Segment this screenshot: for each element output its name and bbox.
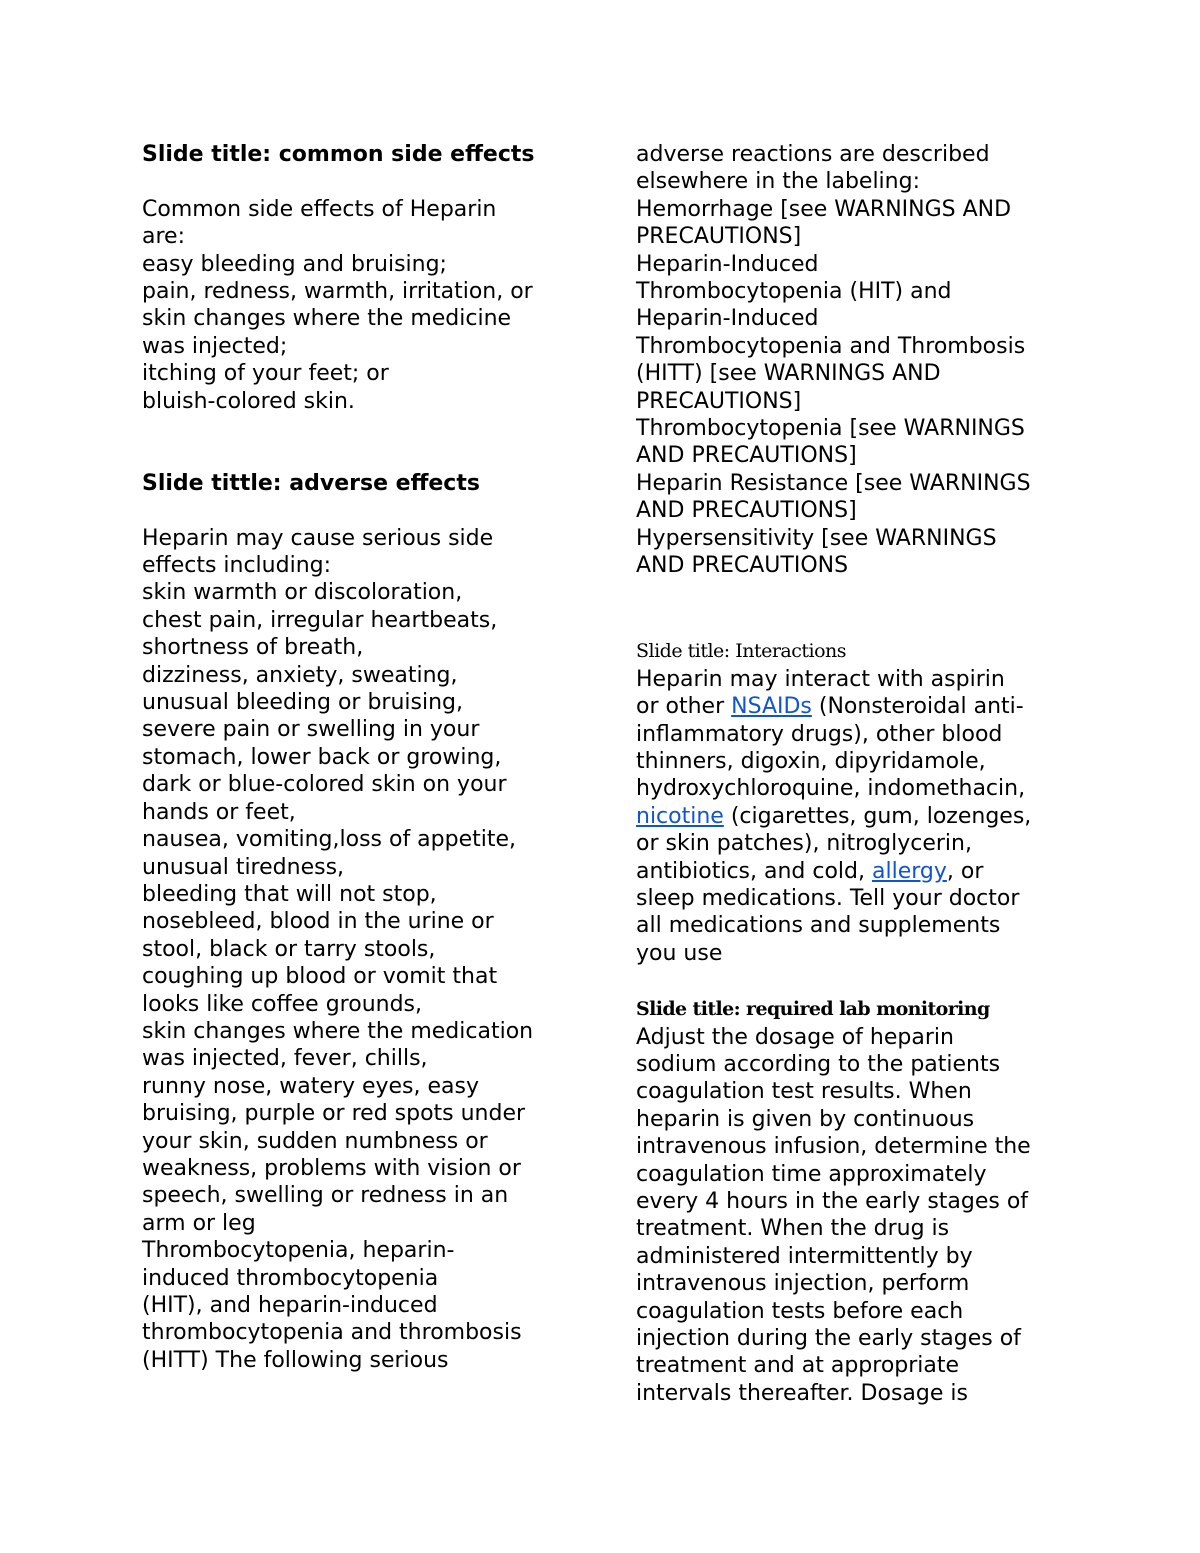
text-line: was injected, fever, chills,	[142, 1046, 428, 1072]
text-line: Heparin may interact with aspirin	[636, 666, 1005, 692]
text-line: intravenous injection, perform	[636, 1271, 970, 1297]
text-line	[636, 858, 1076, 885]
right-column	[636, 141, 1076, 1407]
text-line: you use	[636, 940, 723, 966]
lab-monitoring-body	[636, 1024, 1076, 1408]
text-line: sodium according to the patients	[636, 1051, 1001, 1077]
text-line: AND PRECAUTIONS]	[636, 443, 857, 469]
text-line: Thrombocytopenia and Thrombosis	[636, 333, 1026, 359]
text-line: (HITT) The following serious	[142, 1347, 449, 1373]
text-line: dark or blue-colored skin on your	[142, 772, 507, 798]
text-line: Heparin Resistance [see WARNINGS	[636, 470, 1031, 496]
spacer	[142, 415, 572, 442]
text-line: effects including:	[142, 553, 332, 579]
text-line: all medications and supplements	[636, 913, 1001, 939]
text-segment: (Nonsteroidal anti-	[811, 694, 1024, 720]
text-line: Hemorrhage [see WARNINGS AND	[636, 196, 1012, 222]
text-line: bruising, purple or red spots under	[142, 1101, 526, 1127]
text-line: easy bleeding and bruising;	[142, 251, 447, 277]
text-line: bleeding that will not stop,	[142, 881, 437, 907]
text-segment: , or	[946, 858, 984, 884]
text-line: Thrombocytopenia [see WARNINGS	[636, 416, 1025, 442]
text-line: treatment and at appropriate	[636, 1353, 960, 1379]
section-title-adverse-effects: Slide tittle: adverse effects	[142, 470, 480, 496]
section-title-interactions: Slide title: Interactions	[636, 640, 847, 663]
spacer	[636, 967, 1076, 996]
text-line: every 4 hours in the early stages of	[636, 1189, 1029, 1214]
text-line: bluish-colored skin.	[142, 388, 355, 414]
text-line: treatment. When the drug is	[636, 1216, 950, 1242]
section-title-common-side-effects: Slide title: common side effects	[142, 142, 535, 167]
text-line: stool, black or tarry stools,	[142, 936, 436, 962]
interactions-body	[636, 666, 1076, 967]
text-line: nausea, vomiting,loss of appetite,	[142, 827, 517, 853]
text-line: intervals thereafter. Dosage is	[636, 1380, 968, 1406]
text-line: severe pain or swelling in your	[142, 717, 480, 743]
text-line: skin changes where the medicine	[142, 306, 512, 332]
text-line: elsewhere in the labeling:	[636, 169, 920, 195]
text-line: PRECAUTIONS]	[636, 224, 802, 250]
left-column	[142, 141, 572, 1374]
text-line: coagulation test results. When	[636, 1079, 972, 1105]
text-line: thinners, digoxin, dipyridamole,	[636, 748, 986, 774]
section-title-lab-monitoring: Slide title: required lab monitoring	[636, 998, 990, 1021]
text-line: itching of your feet; or	[142, 361, 389, 387]
text-line: Common side effects of Heparin	[142, 196, 497, 222]
text-line: unusual bleeding or bruising,	[142, 690, 463, 716]
text-line: Hypersensitivity [see WARNINGS	[636, 525, 997, 551]
text-line: weakness, problems with vision or	[142, 1155, 521, 1181]
text-line: Heparin may cause serious side	[142, 525, 494, 551]
text-line: chest pain, irregular heartbeats,	[142, 607, 498, 633]
text-line: unusual tiredness,	[142, 854, 345, 880]
text-line: or skin patches), nitroglycerin,	[636, 831, 972, 857]
nicotine-link[interactable]: nicotine	[636, 803, 724, 829]
allergy-link[interactable]: allergy	[871, 858, 947, 884]
adverse-reactions-continuation	[636, 141, 1076, 580]
text-line: shortness of breath,	[142, 635, 364, 661]
text-line: pain, redness, warmth, irritation, or	[142, 279, 533, 305]
text-line: heparin is given by continuous	[636, 1106, 975, 1132]
text-segment: or other	[636, 694, 732, 720]
text-line	[636, 693, 1076, 720]
text-line: Adjust the dosage of heparin	[636, 1024, 954, 1050]
text-line: adverse reactions are described	[636, 142, 990, 167]
spacer	[142, 442, 572, 469]
text-line: dizziness, anxiety, sweating,	[142, 662, 458, 688]
text-line: nosebleed, blood in the urine or	[142, 909, 494, 935]
text-line: coughing up blood or vomit that	[142, 964, 498, 990]
text-line: inflammatory drugs), other blood	[636, 721, 1003, 747]
text-line: stomach, lower back or growing,	[142, 744, 502, 770]
text-line: Heparin-Induced	[636, 306, 819, 332]
text-line: AND PRECAUTIONS]	[636, 498, 857, 524]
text-line: hydroxychloroquine, indomethacin,	[636, 776, 1026, 802]
text-line: Thrombocytopenia (HIT) and	[636, 279, 952, 305]
text-line: (HIT), and heparin-induced	[142, 1293, 438, 1318]
text-line: (HITT) [see WARNINGS AND	[636, 361, 941, 387]
text-line: looks like coffee grounds,	[142, 991, 423, 1017]
text-line	[636, 803, 1076, 830]
spacer	[142, 497, 572, 524]
text-line: injection during the early stages of	[636, 1326, 1021, 1352]
text-line: was injected;	[142, 333, 288, 359]
text-line: your skin, sudden numbness or	[142, 1128, 488, 1154]
text-line: runny nose, watery eyes, easy	[142, 1073, 480, 1099]
text-line: hands or feet,	[142, 799, 296, 825]
text-line: skin warmth or discoloration,	[142, 580, 463, 606]
text-line: PRECAUTIONS]	[636, 388, 802, 414]
text-line: skin changes where the medication	[142, 1018, 534, 1044]
text-line: Heparin-Induced	[636, 251, 819, 277]
spacer	[636, 580, 1076, 607]
text-segment: (cigarettes, gum, lozenges,	[723, 803, 1032, 829]
text-line: thrombocytopenia and thrombosis	[142, 1320, 522, 1346]
text-line: AND PRECAUTIONS	[636, 553, 849, 579]
nsaids-link[interactable]: NSAIDs	[731, 694, 812, 720]
text-segment: antibiotics, and cold,	[636, 858, 872, 884]
common-side-effects-body	[142, 196, 572, 415]
spacer	[636, 607, 1076, 634]
spacer	[142, 168, 572, 195]
text-line: are:	[142, 224, 185, 250]
text-line: coagulation time approximately	[636, 1161, 987, 1187]
text-line: Thrombocytopenia, heparin-	[142, 1238, 455, 1264]
text-line: speech, swelling or redness in an	[142, 1183, 509, 1209]
text-line: arm or leg	[142, 1210, 256, 1236]
text-line: coagulation tests before each	[636, 1298, 964, 1324]
adverse-effects-body	[142, 525, 572, 1375]
text-line: intravenous infusion, determine the	[636, 1134, 1031, 1160]
text-line: induced thrombocytopenia	[142, 1265, 439, 1291]
text-line: sleep medications. Tell your doctor	[636, 885, 1020, 911]
text-line: administered intermittently by	[636, 1243, 973, 1269]
